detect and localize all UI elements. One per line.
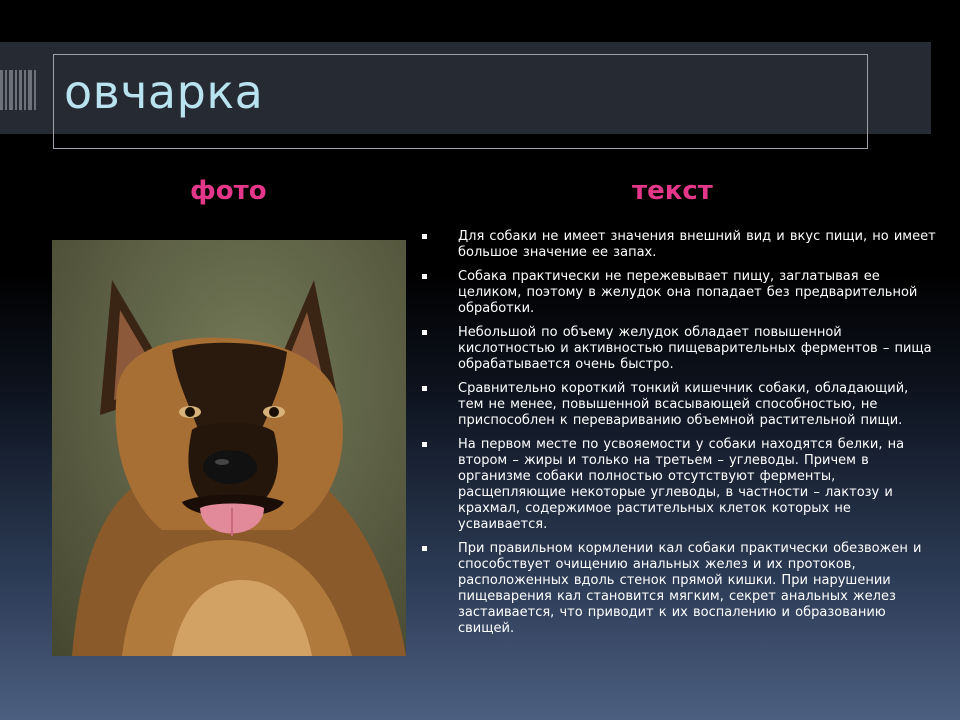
bullet-text: Для собаки не имеет значения внешний вид и вкус пищи, но имеет большое значение ее запах. bbox=[458, 229, 936, 260]
bullet-square-icon bbox=[422, 274, 427, 279]
bullet-square-icon bbox=[422, 386, 427, 391]
bullet-item bbox=[416, 437, 936, 533]
bullet-square-icon bbox=[422, 330, 427, 335]
bullet-text: На первом месте по усвояемости у собаки находятся белки, на втором – жиры и только на третьем – углеводы. Причем в организме собаки полностью отсутствуют ферменты, расщепляющие некоторые углеводы, в частности – лактозу и крахмал, содержимое растительных клеток которых не усваивается. bbox=[458, 437, 905, 532]
bullet-item bbox=[416, 381, 936, 429]
bullet-text: При правильном кормлении кал собаки практически обезвожен и способствует очищению анальных желез и их протоков, расположенных вдоль стенок прямой кишки. При нарушении пищеварения кал становится мягким, секрет анальных желез застаивается, что приводит к их воспалению и образованию свищей. bbox=[458, 541, 922, 636]
bullet-item bbox=[416, 541, 936, 637]
bullet-item bbox=[416, 269, 936, 317]
bullet-item bbox=[416, 325, 936, 373]
decorative-stripes bbox=[0, 70, 38, 110]
bullet-text: Сравнительно короткий тонкий кишечник собаки, обладающий, тем не менее, повышенной всасывающей способностью, не приспособлен к перевариванию объемной растительной пищи. bbox=[458, 381, 909, 428]
bullet-item bbox=[416, 229, 936, 261]
bullet-square-icon bbox=[422, 442, 427, 447]
text-column-heading: текст bbox=[632, 176, 713, 206]
slide-title: овчарка bbox=[64, 65, 264, 119]
bullet-text: Небольшой по объему желудок обладает повышенной кислотностью и активностью пищеварительных ферментов – пища обрабатывается очень быстро. bbox=[458, 325, 932, 372]
bullet-square-icon bbox=[422, 546, 427, 551]
bullet-square-icon bbox=[422, 234, 427, 239]
dog-photo bbox=[52, 240, 406, 656]
bullet-text: Собака практически не пережевывает пищу, заглатывая ее целиком, поэтому в желудок она попадает без предварительной обработки. bbox=[458, 269, 918, 316]
bullet-list bbox=[416, 229, 936, 645]
photo-column-heading: фото bbox=[190, 176, 267, 206]
